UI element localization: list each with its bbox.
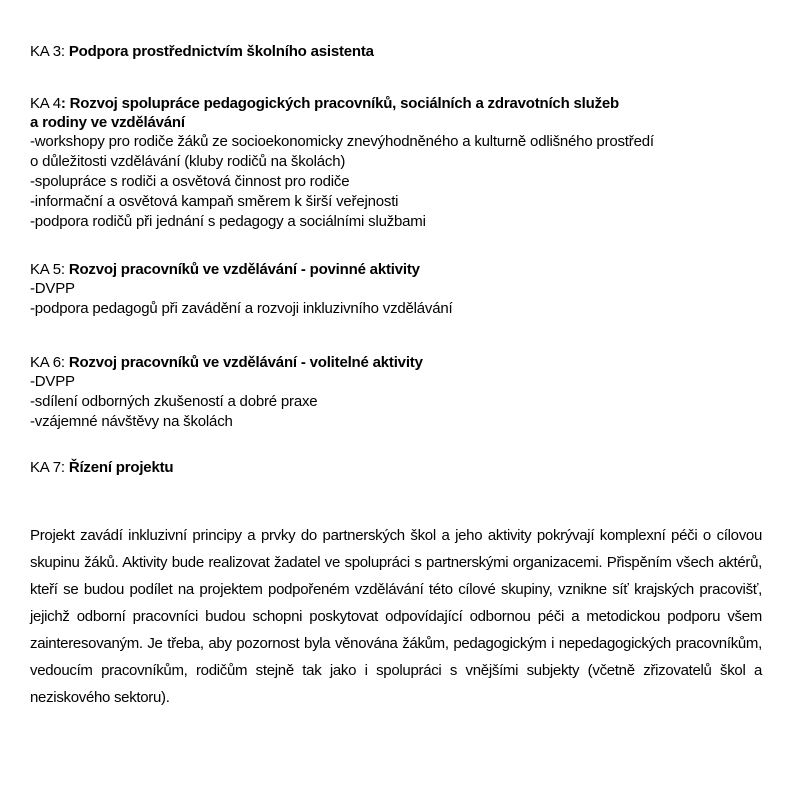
ka-item: -DVPP xyxy=(30,280,75,297)
section-ka6 xyxy=(30,353,762,432)
ka7-label: KA 7: xyxy=(30,459,69,476)
ka7-heading xyxy=(30,458,762,477)
ka-item: -spolupráce s rodiči a osvětová činnost pro rodiče xyxy=(30,173,350,190)
ka3-label: KA 3: xyxy=(30,43,69,60)
ka4-items xyxy=(30,132,762,232)
ka5-items xyxy=(30,279,762,319)
ka6-title: Rozvoj pracovníků ve vzdělávání - volitelné aktivity xyxy=(68,354,423,371)
ka-item: -podpora rodičů při jednání s pedagogy a sociálními službami xyxy=(30,213,426,230)
ka-item: -vzájemné návštěvy na školách xyxy=(30,413,233,430)
ka4-heading-line2 xyxy=(30,113,762,132)
section-ka5 xyxy=(30,260,762,319)
ka-item: -workshopy pro rodiče žáků ze socioekonomicky znevýhodněného a kulturně odlišného prostředí xyxy=(30,133,654,150)
ka-item: o důležitosti vzdělávání (kluby rodičů na školách) xyxy=(30,153,346,170)
ka4-label: KA 4 xyxy=(30,95,61,112)
closing-paragraph: Projekt zavádí inkluzivní principy a prvky do partnerských škol a jeho aktivity pokrývají komplexní péči o cílovou skupinu žáků. Aktivity bude realizovat žadatel ve spolupráci s partnerskými organizacemi. Přispěním všech aktérů, kteří se budou podílet na projektem podpořeném vzdělávání této cílové skupiny, vznikne síť krajských pracovišť, jejichž odborní pracovníci budou schopni poskytovat odpovídající odbornou péči a metodickou podporu všem zainteresovaným. Je třeba, aby pozornost byla věnována žákům, pedagogickým i nepedagogických pracovníkům, vedoucím pracovníkům, rodičům stejně tak jako i spolupráci s vnějšími subjekty (včetně zřizovatelů škol a neziskového sektoru). xyxy=(30,527,762,706)
ka6-label: KA 6: xyxy=(30,354,69,371)
ka-item: -podpora pedagogů při zavádění a rozvoji inkluzivního vzdělávání xyxy=(30,300,453,317)
section-ka4 xyxy=(30,94,762,232)
ka4-title-line2: a rodiny ve vzdělávání xyxy=(30,114,185,131)
ka4-title: : Rozvoj spolupráce pedagogických pracovníků, sociálních a zdravotních služeb xyxy=(60,95,619,112)
ka4-heading xyxy=(30,94,762,113)
ka6-items xyxy=(30,372,762,432)
ka-item: -DVPP xyxy=(30,373,75,390)
section-ka7 xyxy=(30,458,762,477)
ka-item: -informační a osvětová kampaň směrem k širší veřejnosti xyxy=(30,193,399,210)
ka5-label: KA 5: xyxy=(30,261,69,278)
ka3-heading xyxy=(30,42,762,61)
ka7-title: Řízení projektu xyxy=(68,459,174,476)
ka-item: -sdílení odborných zkušeností a dobré praxe xyxy=(30,393,318,410)
ka6-heading xyxy=(30,353,762,372)
ka5-heading xyxy=(30,260,762,279)
ka3-title: Podpora prostřednictvím školního asistenta xyxy=(68,43,374,60)
section-ka3 xyxy=(30,42,762,61)
ka5-title: Rozvoj pracovníků ve vzdělávání - povinné aktivity xyxy=(68,261,420,278)
